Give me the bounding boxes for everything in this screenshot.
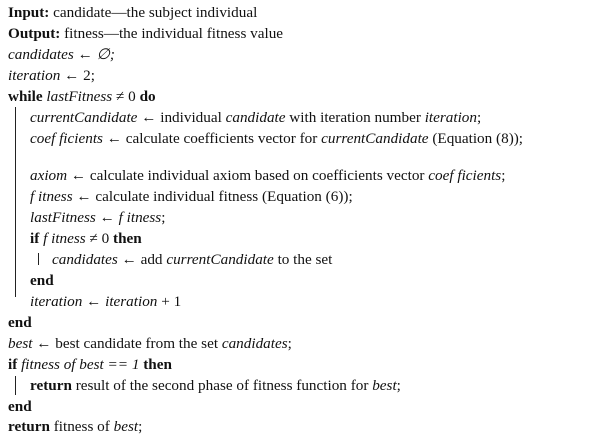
text: (Equation (8));	[432, 130, 524, 147]
keyword-if: if	[8, 356, 18, 373]
var: iteration	[424, 109, 477, 126]
text: ;	[477, 109, 482, 126]
value: 2;	[83, 67, 95, 84]
text: + 1	[161, 293, 182, 310]
line-axiom	[30, 165, 505, 186]
text: ;	[396, 377, 401, 394]
algorithm-input	[8, 2, 257, 23]
input-text: candidate—the subject individual	[53, 4, 258, 21]
var: currentCandidate	[321, 130, 429, 147]
text: calculate individual axiom based on coefficients vector	[89, 167, 425, 184]
var: lastFitness	[30, 209, 96, 226]
keyword-end: end	[30, 272, 54, 289]
keyword-do: do	[139, 88, 156, 105]
var: best	[8, 335, 33, 352]
var-candidates: candidates	[8, 46, 74, 63]
text: individual	[160, 109, 222, 126]
assign-arrow: ←	[64, 67, 80, 84]
assign-arrow: ←	[141, 109, 157, 126]
text: result of the second phase of fitness function for	[75, 377, 369, 394]
line-return-second-phase	[30, 375, 401, 396]
var: iteration	[105, 293, 158, 310]
var: coef ficients	[30, 130, 103, 147]
text: fitness of	[53, 418, 110, 435]
var-iteration: iteration	[8, 67, 61, 84]
condition-op: ≠ 0	[89, 230, 110, 247]
condition-op: ≠ 0	[116, 88, 136, 105]
text: ;	[501, 167, 506, 184]
assign-arrow: ←	[121, 251, 137, 268]
keyword-return: return	[8, 418, 50, 435]
text: add	[140, 251, 163, 268]
text: ;	[287, 335, 292, 352]
assign-arrow: ←	[86, 293, 102, 310]
if-best-block-bar	[15, 376, 16, 395]
var-lastfitness: lastFitness	[46, 88, 113, 105]
line-last-fitness	[30, 207, 165, 228]
keyword-while: while	[8, 88, 43, 105]
var: candidates	[52, 251, 118, 268]
line-fitness	[30, 186, 353, 207]
keyword-end: end	[8, 314, 32, 331]
assign-arrow: ←	[106, 130, 122, 147]
var: candidates	[221, 335, 288, 352]
var: f itness	[30, 188, 73, 205]
text: ;	[138, 418, 143, 435]
line-init-iteration	[8, 65, 95, 86]
text: best candidate from the set	[55, 335, 219, 352]
assign-arrow: ←	[70, 167, 87, 184]
var: currentCandidate	[166, 251, 274, 268]
line-iteration-increment	[30, 291, 181, 312]
line-add-candidate	[52, 249, 332, 270]
text: with iteration number	[289, 109, 421, 126]
text: ;	[161, 209, 166, 226]
input-label: Input:	[8, 4, 50, 21]
var: best	[372, 377, 397, 394]
var: f itness	[118, 209, 162, 226]
text: to the set	[277, 251, 333, 268]
line-best	[8, 333, 292, 354]
keyword-then: then	[143, 356, 172, 373]
var: currentCandidate	[30, 109, 138, 126]
output-label: Output:	[8, 25, 61, 42]
line-return-fitness	[8, 416, 142, 437]
var: f itness	[43, 230, 86, 247]
text: calculate coefficients vector for	[125, 130, 318, 147]
assign-arrow: ←	[76, 188, 92, 205]
var: coef ficients	[428, 167, 502, 184]
var: axiom	[30, 167, 68, 184]
output-text: fitness—the individual fitness value	[64, 25, 284, 42]
line-while	[8, 86, 156, 107]
assign-arrow: ←	[77, 46, 93, 63]
empty-set: ∅;	[96, 46, 115, 63]
if-block-bar	[38, 253, 39, 265]
line-if-fitness	[30, 228, 142, 249]
keyword-if: if	[30, 230, 40, 247]
line-current-candidate	[30, 107, 481, 128]
keyword-then: then	[113, 230, 142, 247]
text: calculate individual fitness (Equation (6));	[95, 188, 353, 205]
keyword-return: return	[30, 377, 72, 394]
var: candidate	[225, 109, 286, 126]
assign-arrow: ←	[99, 209, 115, 226]
var: iteration	[30, 293, 83, 310]
condition: fitness of best == 1	[21, 356, 140, 373]
algorithm-output	[8, 23, 283, 44]
keyword-end: end	[8, 398, 32, 415]
assign-arrow: ←	[36, 335, 52, 352]
var: best	[113, 418, 139, 435]
line-init-candidates	[8, 44, 115, 65]
line-if-best	[8, 354, 172, 375]
while-block-bar	[15, 107, 16, 297]
line-coefficients	[30, 128, 523, 149]
